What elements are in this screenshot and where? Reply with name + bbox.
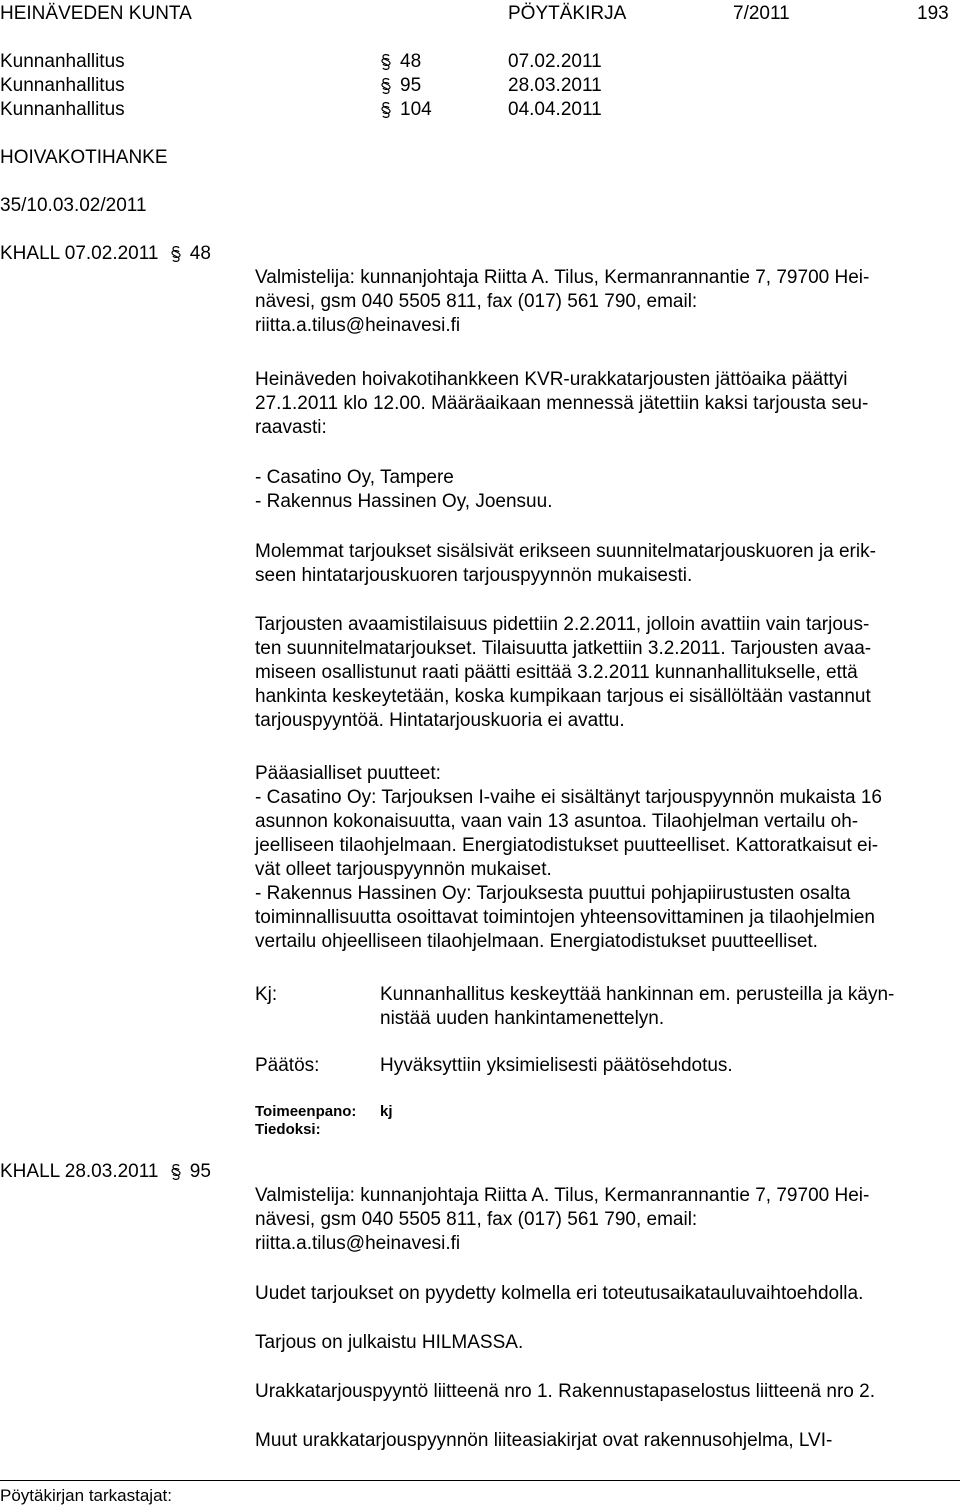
ref-date: 28.03.2011 xyxy=(508,75,602,96)
section-sign-icon xyxy=(380,53,392,71)
section1-ref-label: KHALL 07.02.2011 xyxy=(0,243,159,264)
ref-body: Kunnanhallitus xyxy=(0,75,125,96)
ref-number: 95 xyxy=(380,74,421,98)
subject-title: HOIVAKOTIHANKE xyxy=(0,147,168,168)
ref-date: 04.04.2011 xyxy=(508,99,602,120)
section-sign-icon xyxy=(170,245,182,263)
info-label: Tiedoksi: xyxy=(255,1121,321,1138)
section2-paragraph: Muut urakkatarjouspyynnön liiteasiakirjat ovat rakennusohjelma, LVI- xyxy=(255,1430,833,1451)
section-sign-icon xyxy=(380,77,392,95)
proposal-label: Kj: xyxy=(255,984,278,1005)
section1-preparer: Valmistelija: kunnanjohtaja Riitta A. Tilus, Kermanrannantie 7, 79700 Hei- nävesi, gsm 040 5505 811, fax (017) 561 790, email: riitta.a.tilus@heinavesi.fi xyxy=(255,267,870,336)
section2-preparer: Valmistelija: kunnanjohtaja Riitta A. Tilus, Kermanrannantie 7, 79700 Hei- nävesi, gsm 040 5505 811, fax (017) 561 790, email: riitta.a.tilus@heinavesi.fi xyxy=(255,1185,870,1254)
issue-number: 7/2011 xyxy=(733,3,790,24)
diary-number: 35/10.03.02/2011 xyxy=(0,195,147,216)
section2-ref xyxy=(0,1160,211,1184)
execution-label: Toimeenpano: xyxy=(255,1103,357,1120)
section1-paragraph: Molemmat tarjoukset sisälsivät erikseen suunnitelmatarjouskuoren ja erik- seen hintatarjouskuoren tarjouspyynnön mukaisesti. xyxy=(255,541,876,586)
section1-paragraph: Tarjousten avaamistilaisuus pidettiin 2.2.2011, jolloin avattiin vain tarjous- ten suunnitelmatarjoukset. Tilaisuutta jatkettiin 3.2.2011. Tarjousten avaa- miseen osallistunut raati päätti esittää 3.2.2011 kunnanhallitukselle, että hankinta keskeytetään, koska kumpikaan tarjous ei sisällöltään vastannut tarjouspyyntöä. Hintatarjouskuoria ei avattu. xyxy=(255,614,872,731)
org-name: HEINÄVEDEN KUNTA xyxy=(0,3,192,24)
ref-body: Kunnanhallitus xyxy=(0,99,125,120)
bidder-list xyxy=(255,466,960,514)
section2-paragraph: Uudet tarjoukset on pyydetty kolmella eri toteutusaikatauluvaihtoehdolla. xyxy=(255,1283,864,1304)
execution-value: kj xyxy=(380,1103,393,1120)
deficiencies: Pääasialliset puutteet: - Casatino Oy: Tarjouksen I-vaihe ei sisältänyt tarjouspyynnön mukaista 16 asunnon kokonaisuutta, vaan vain 13 asuntoa. Tilaohjelman vertailu oh- jeelliseen tilaohjelmaan. Energiatodistukset puutteelliset. Kattoratkaisut ei- vät olleet tarjouspyynnön mukaiset. - Rakennus Hassinen Oy: Tarjouksesta puuttui pohjapiirustusten osalta toiminnallisuutta osoittavat toimintojen yhteensovittaminen ja tilaohjelmien vertailu ohjeelliseen tilaohjelmaan. Energiatodistukset puutteelliset. xyxy=(255,763,882,952)
ref-body: Kunnanhallitus xyxy=(0,51,125,72)
footer-checkers-label: Pöytäkirjan tarkastajat: xyxy=(0,1486,172,1505)
ref-number: 48 xyxy=(380,50,421,74)
list-item: - Casatino Oy, Tampere xyxy=(255,467,454,488)
footer-divider xyxy=(0,1480,960,1481)
page-number: 193 xyxy=(917,3,949,24)
section2-paragraph: Urakkatarjouspyyntö liitteenä nro 1. Rakennustapaselostus liitteenä nro 2. xyxy=(255,1381,875,1402)
section-sign-icon xyxy=(170,1163,182,1181)
decision-label: Päätös: xyxy=(255,1055,320,1076)
section2-ref-label: KHALL 28.03.2011 xyxy=(0,1161,159,1182)
doc-type: PÖYTÄKIRJA xyxy=(508,3,627,24)
ref-number: 104 xyxy=(380,98,432,122)
section1-paragraph: Heinäveden hoivakotihankkeen KVR-urakkatarjousten jättöaika päättyi 27.1.2011 klo 12.00. Määräaikaan mennessä jätettiin kaksi tarjousta seu- raavasti: xyxy=(255,369,869,438)
section1-ref xyxy=(0,242,211,266)
list-item: - Rakennus Hassinen Oy, Joensuu. xyxy=(255,491,553,512)
ref-date: 07.02.2011 xyxy=(508,51,602,72)
proposal-text: Kunnanhallitus keskeyttää hankinnan em. perusteilla ja käyn- nistää uuden hankintamenettelyn. xyxy=(380,984,895,1029)
decision-text: Hyväksyttiin yksimielisesti päätösehdotus. xyxy=(380,1055,733,1076)
section1-ref-number: 48 xyxy=(170,242,211,266)
section2-paragraph: Tarjous on julkaistu HILMASSA. xyxy=(255,1332,524,1353)
section2-ref-number: 95 xyxy=(170,1160,211,1184)
section-sign-icon xyxy=(380,101,392,119)
